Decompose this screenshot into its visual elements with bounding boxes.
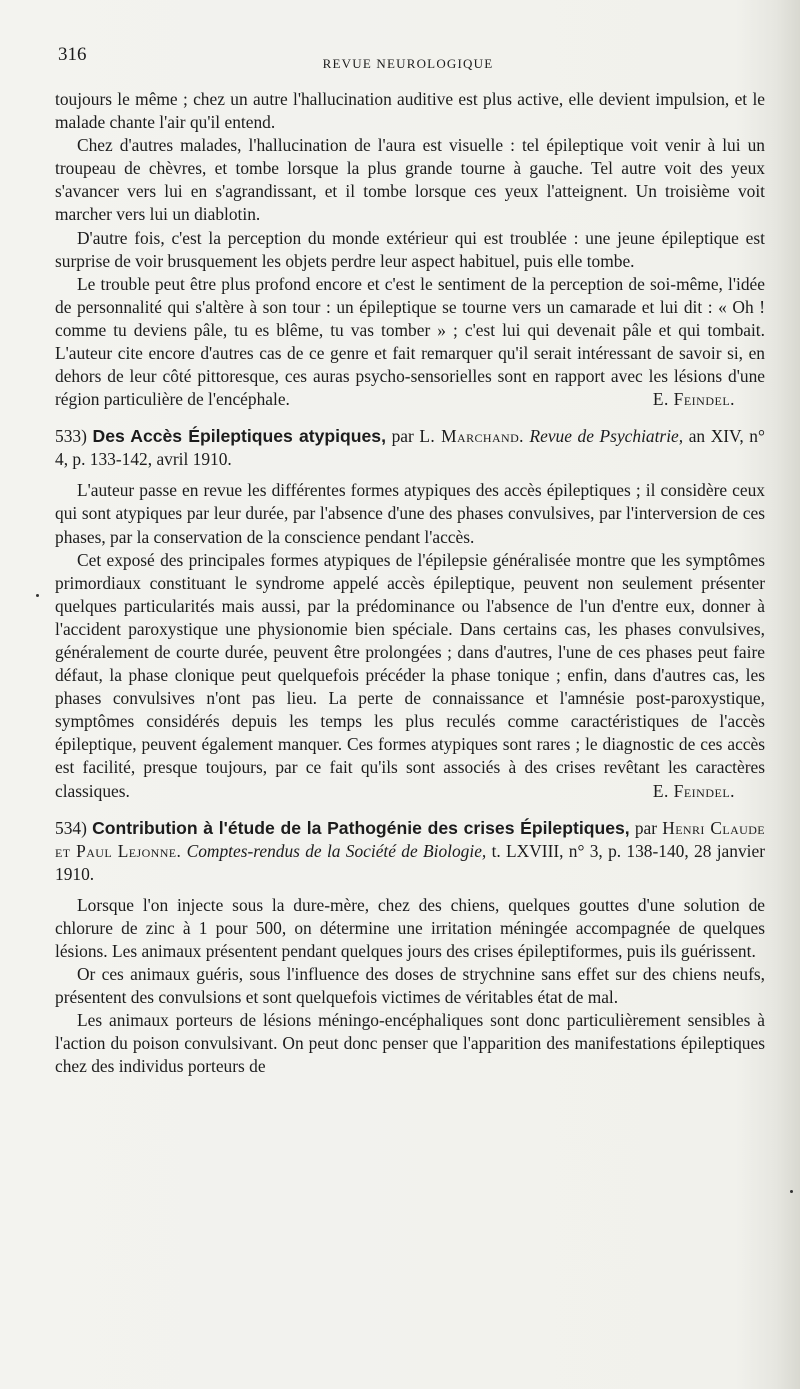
entry-citation: an XIV, n° 4, p. 133-142, avril 1910.	[55, 426, 765, 470]
intro-section	[55, 88, 765, 411]
entry-number: 534)	[55, 817, 87, 838]
entry-heading	[55, 425, 765, 471]
page-content	[55, 88, 765, 1078]
entry-by: par	[634, 817, 658, 838]
entry-by: par	[391, 426, 414, 447]
signature: E. Feindel.	[652, 780, 735, 801]
signature: E. Feindel.	[652, 389, 735, 410]
entry-author: Henri Claude et Paul Lejonne.	[55, 817, 766, 861]
entry-title: Des Accès Épileptiques atypiques,	[92, 426, 386, 447]
entry-author: L. Marchand.	[419, 426, 524, 447]
entry-citation: t. LXVIII, n° 3, p. 138-140, 28 janvier 1910.	[55, 840, 765, 884]
paragraph-text: Cet exposé des principales formes atypiques de l'épilepsie généralisée montre que les symptômes primordiaux constituant le syndrome appelé accès épileptique, peuvent non seulement présenter quelques particularités mais aussi, par la prédominance ou l'absence de l'un d'entre eux, donner à l'accident paroxystique une physionomie bien spéciale. Dans certains cas, les phases convulsives, généralement de courte durée, peuvent être prolongées ; dans d'autres, l'une de ces phases peut faire défaut, la phase clonique peut quelquefois précéder la phase tonique ; enfin, dans d'autres cas, les phases convulsives n'ont pas lieu. La perte de connaissance et l'amnésie post-paroxystique, symptômes considérés depuis les temps les plus reculés comme caractéristiques de l'accès épileptique, peuvent également manquer. Ces formes atypiques sont rares ; le diagnostic de ces accès est facilité, presque toujours, par ce fait qu'ils sont associés à des crises revêtant les caractères classiques.	[55, 549, 765, 801]
page-header	[58, 44, 758, 74]
paragraph-text: Le trouble peut être plus profond encore et c'est le sentiment de la perception de soi-même, l'idée de personnalité qui s'altère à son tour : un épileptique se tourne vers un camarade et lui dit : « Oh ! comme tu deviens pâle, tu es blême, tu vas tomber » ; c'est lui qui devenait pâle et qui tombait. L'auteur cite encore d'autres cas de ce genre et fait remarquer qu'il serait intéressant de savoir si, en dehors de leur côté pittoresque, ces auras psycho-sensorielles sont en rapport avec les lésions d'une région particulière de l'encéphale.	[55, 273, 765, 410]
entry-title: Contribution à l'étude de la Pathogénie des crises Épileptiques,	[92, 817, 630, 838]
paragraph: L'auteur passe en revue les différentes formes atypiques des accès épileptiques ; il considère ceux qui sont atypiques par leur durée, par l'absence d'une des phases convulsives, par l'interversion de ces phases, par la conservation de la conscience pendant l'accès.	[55, 480, 765, 547]
paragraph: D'autre fois, c'est la perception du monde extérieur qui est troublée : une jeune épileptique est surprise de voir brusquement les objets perdre leur aspect habituel, puis elle tombe.	[55, 227, 765, 271]
entry-journal: Revue de Psychiatrie,	[529, 426, 684, 447]
paragraph: Lorsque l'on injecte sous la dure-mère, chez des chiens, quelques gouttes d'une solution de chlorure de zinc à 1 pour 500, on détermine une irritation méningée accompagnée de quelques lésions. Les animaux présentent pendant quelques jours des crises épileptiformes, puis ils guérissent.	[55, 894, 765, 961]
page-number: 316	[58, 44, 87, 65]
entry-number: 533)	[55, 426, 87, 447]
paragraph	[55, 273, 765, 412]
entry-533	[55, 425, 765, 802]
paragraph: Les animaux porteurs de lésions méningo-encéphaliques sont donc particulièrement sensibles à l'action du poison convulsivant. On peut donc penser que l'apparition des manifestations épileptiques chez des individus porteurs de	[55, 1010, 765, 1077]
paragraph	[55, 549, 765, 803]
entry-journal: Comptes-rendus de la Société de Biologie,	[186, 840, 487, 861]
entry-heading	[55, 817, 765, 886]
paragraph: Chez d'autres malades, l'hallucination de l'aura est visuelle : tel épileptique voit venir à lui un troupeau de chèvres, et tombe lorsque la plus grande tourne à gauche. Tel autre voit des yeux s'avancer vers lui en s'agrandissant, et il tombe lorsque ces yeux l'atteignent. Un troisième voit marcher vers lui un diablotin.	[55, 135, 765, 225]
margin-speck	[790, 1190, 793, 1193]
paragraph: Or ces animaux guéris, sous l'influence des doses de strychnine sans effet sur des chiens neufs, présentent des convulsions et sont quelquefois victimes de véritables état de mal.	[55, 963, 765, 1007]
margin-speck	[36, 594, 39, 597]
running-title: REVUE NEUROLOGIQUE	[322, 56, 494, 71]
entry-534	[55, 817, 765, 1079]
paragraph: toujours le même ; chez un autre l'hallucination auditive est plus active, elle devient impulsion, et le malade chante l'air qu'il entend.	[55, 89, 765, 133]
